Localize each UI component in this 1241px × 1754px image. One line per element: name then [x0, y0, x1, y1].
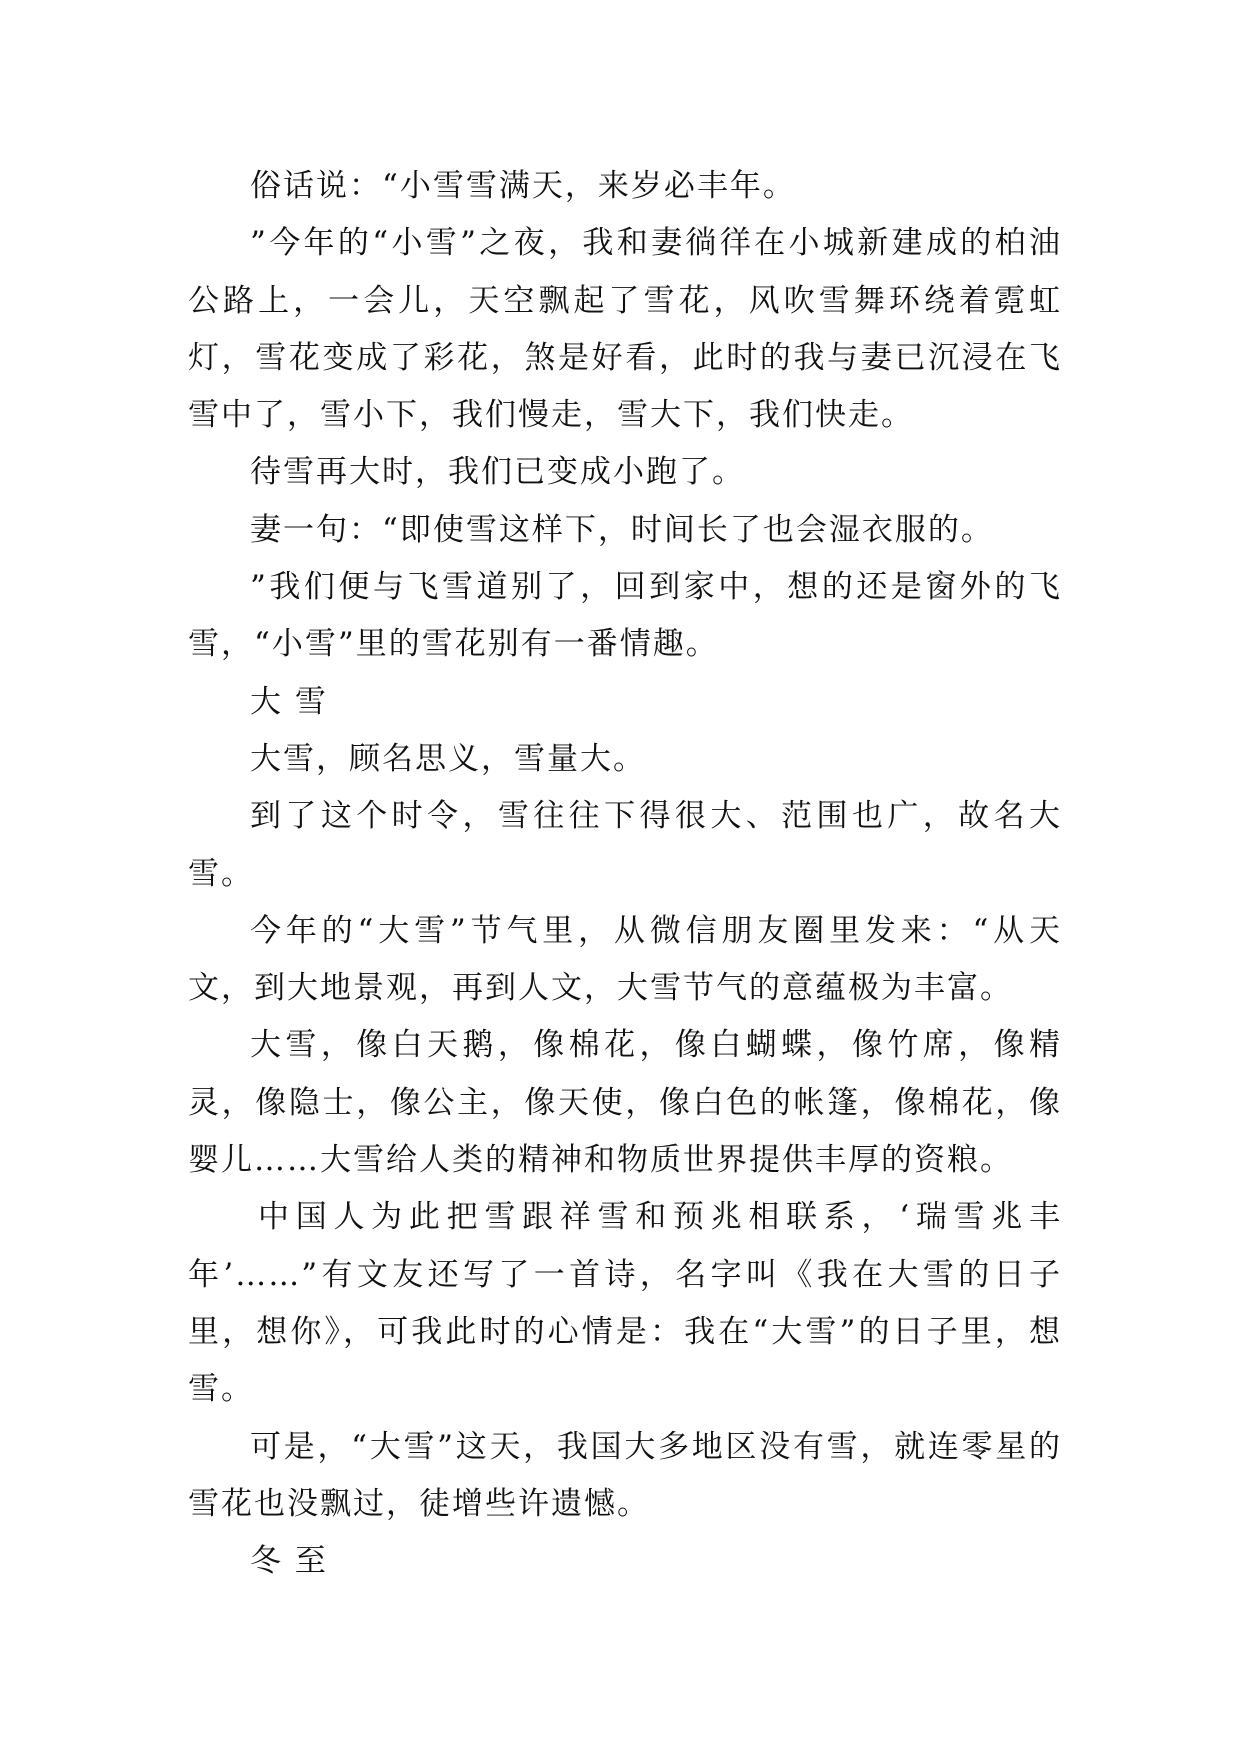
paragraph-5: ”我们便与飞雪道别了，回到家中，想的还是窗外的飞雪，“小雪”里的雪花别有一番情趣。: [188, 569, 1062, 663]
section-heading-daxue: 大 雪: [250, 683, 328, 720]
document-body: [188, 158, 1062, 1590]
section-heading-dongzhi: 冬 至: [250, 1543, 328, 1580]
daxue-paragraph-6: 可是，“大雪”这天，我国大多地区没有雪，就连零星的雪花也没飘过，徒增些许遗憾。: [188, 1428, 1062, 1522]
daxue-paragraph-4: 大雪，像白天鹅，像棉花，像白蝴蝶，像竹席，像精灵，像隐士，像公主，像天使，像白色的帐篷，像棉花，像婴儿……大雪给人类的精神和物质世界提供丰厚的资粮。: [188, 1027, 1062, 1179]
paragraph-2: ”今年的“小雪”之夜，我和妻徜徉在小城新建成的柏油公路上，一会儿，天空飘起了雪花，风吹雪舞环绕着霓虹灯，雪花变成了彩花，煞是好看，此时的我与妻已沉浸在飞雪中了，雪小下，我们慢走，雪大下，我们快走。: [188, 225, 1062, 434]
daxue-paragraph-3: 今年的“大雪”节气里，从微信朋友圈里发来：“从天文，到大地景观，再到人文，大雪节气的意蕴极为丰富。: [188, 912, 1062, 1007]
daxue-paragraph-5: 中国人为此把雪跟祥雪和预兆相联系，‘瑞雪兆丰年’……”有文友还写了一首诗，名字叫《我在大雪的日子里，想你》，可我此时的心情是：我在“大雪”的日子里，想雪。: [188, 1199, 1062, 1408]
daxue-paragraph-2: 到了这个时令，雪往往下得很大、范围也广，故名大雪。: [188, 798, 1062, 892]
paragraph-4: 妻一句：“即使雪这样下，时间长了也会湿衣服的。: [250, 511, 994, 548]
paragraph-3: 待雪再大时，我们已变成小跑了。: [250, 454, 745, 491]
paragraph-1: 俗话说：“小雪雪满天，来岁必丰年。: [250, 168, 796, 204]
daxue-paragraph-1: 大雪，顾名思义，雪量大。: [250, 740, 646, 777]
